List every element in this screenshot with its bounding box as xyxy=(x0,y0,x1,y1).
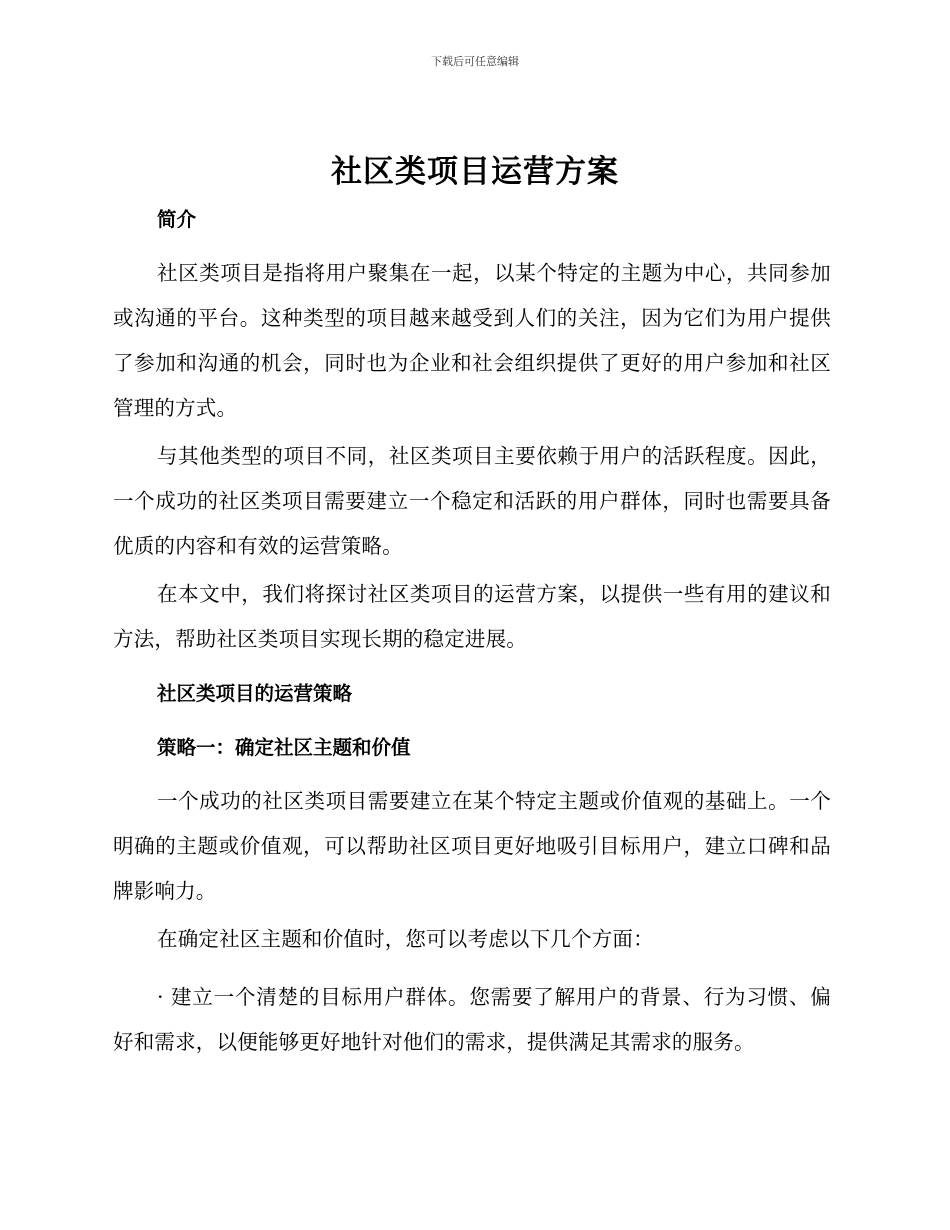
page-header-note: 下载后可任意编辑 xyxy=(431,55,519,68)
document-title: 社区类项目运营方案 xyxy=(331,154,619,190)
paragraph-intro-3: 在本文中，我们将探讨社区类项目的运营方案，以提供一些有用的建议和方法，帮助社区类项目实现长期的稳定进展。 xyxy=(113,582,831,651)
section-heading-strategy: 社区类项目的运营策略 xyxy=(157,682,353,705)
paragraph-strategy-one-1: 一个成功的社区类项目需要建立在某个特定主题或价值观的基础上。一个明确的主题或价值观，可以帮助社区项目更好地吸引目标用户，建立口碑和品牌影响力。 xyxy=(113,789,831,903)
section-heading-intro: 简介 xyxy=(157,208,197,231)
subsection-heading-strategy-one: 策略一：确定社区主题和价值 xyxy=(157,736,411,759)
paragraph-intro-1: 社区类项目是指将用户聚集在一起，以某个特定的主题为中心，共同参加或沟通的平台。这种类型的项目越来越受到人们的关注，因为它们为用户提供了参加和沟通的机会，同时也为企业和社会组织提供了更好的用户参加和社区管理的方式。 xyxy=(113,261,831,420)
paragraph-intro-2: 与其他类型的项目不同，社区类项目主要依赖于用户的活跃程度。因此，一个成功的社区类项目需要建立一个稳定和活跃的用户群体，同时也需要具备优质的内容和有效的运营策略。 xyxy=(113,444,831,558)
paragraph-strategy-one-2: 在确定社区主题和价值时，您可以考虑以下几个方面： xyxy=(157,927,654,951)
bullet-item-target-users: · 建立一个清楚的目标用户群体。您需要了解用户的背景、行为习惯、偏好和需求，以便能够更好地针对他们的需求，提供满足其需求的服务。 xyxy=(113,985,831,1054)
